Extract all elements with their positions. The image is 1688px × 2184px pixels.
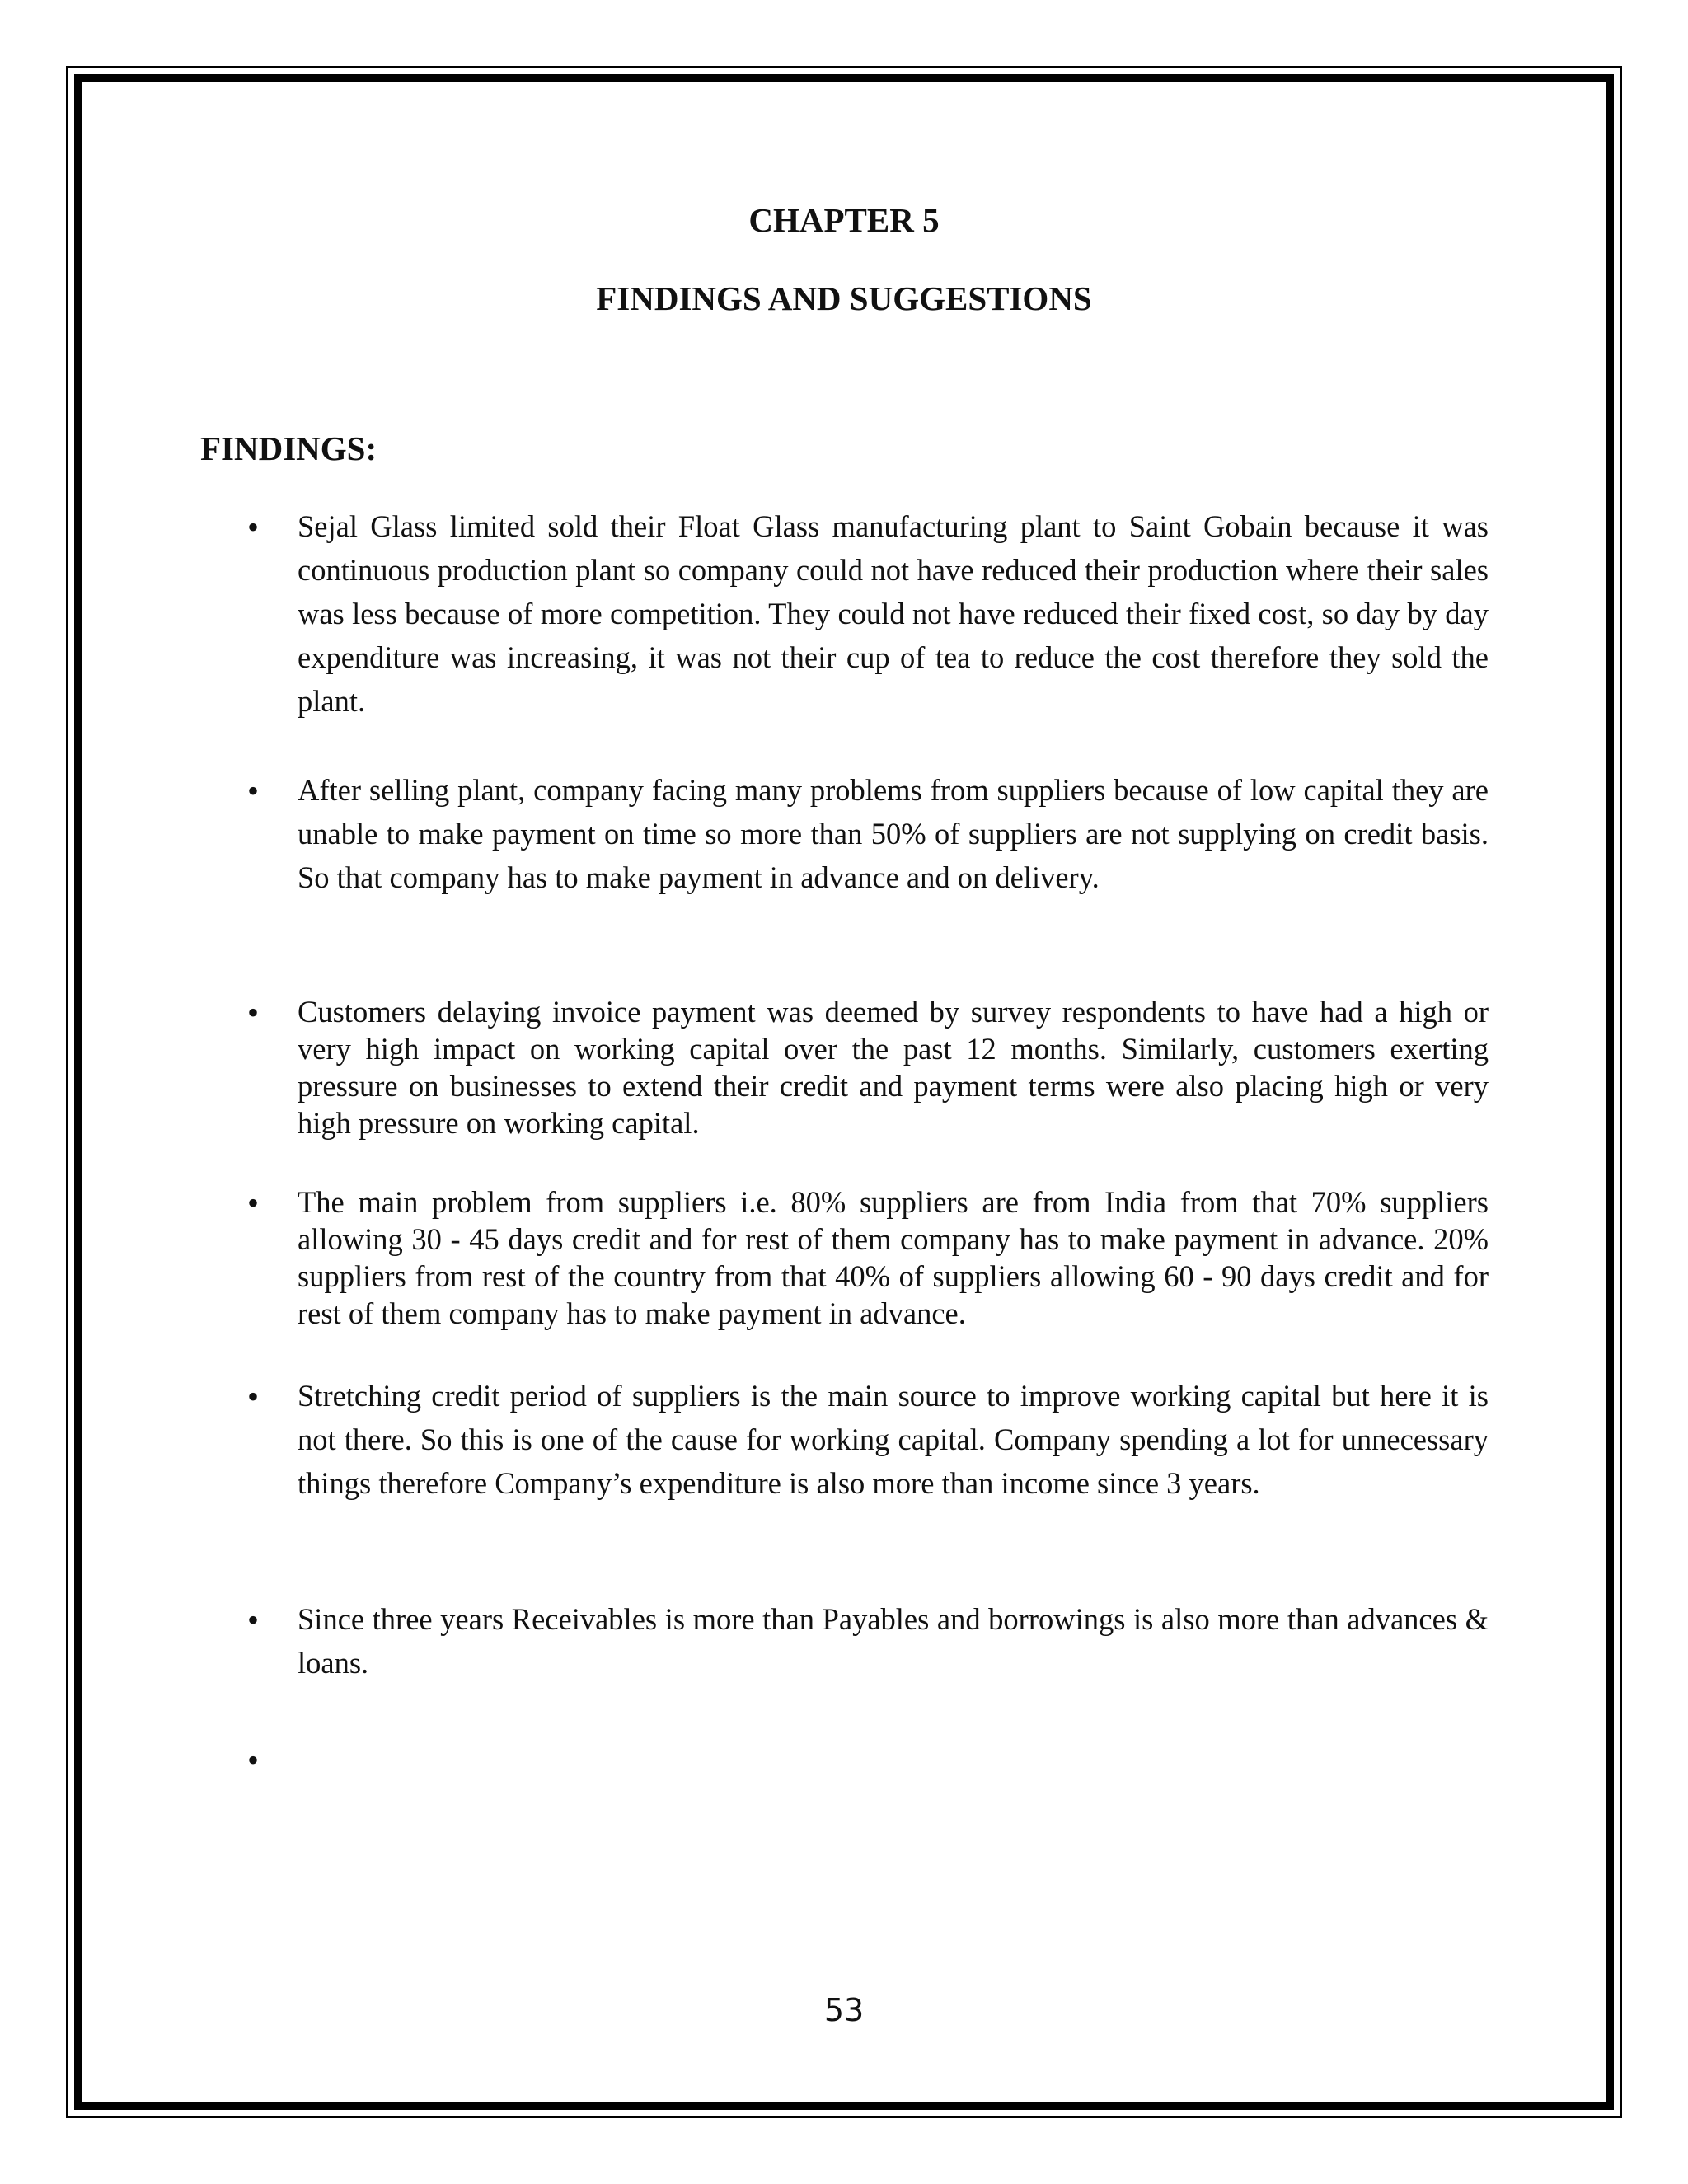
finding-item-2: After selling plant, company facing many problems from suppliers because of low capital they are unable to make payment on time so more than 50% of suppliers are not supplying on credit basis. So that company has to make payment in advance and on delivery. bbox=[298, 773, 1489, 894]
bullet-icon: • bbox=[247, 994, 260, 1031]
finding-item-6: Since three years Receivables is more than Payables and borrowings is also more than advances & loans. bbox=[298, 1602, 1489, 1680]
finding-item-3: Customers delaying invoice payment was deemed by survey respondents to have had a high or very high impact on working capital over the past 12 months. Similarly, customers exerting pressure on businesses to extend their credit and payment terms were also placing high or very high pressure on working capital. bbox=[298, 995, 1489, 1140]
bullet-icon: • bbox=[247, 1741, 260, 1779]
findings-heading: FINDINGS: bbox=[200, 429, 377, 467]
finding-item-1: Sejal Glass limited sold their Float Glass manufacturing plant to Saint Gobain because it was continuous production plant so company could not have reduced their production where their sales was less because of more competition. They could not have reduced their fixed cost, so day by day expenditure was increasing, it was not their cup of tea to reduce the cost therefore they sold the plant. bbox=[298, 509, 1489, 718]
chapter-title: FINDINGS AND SUGGESTIONS bbox=[596, 279, 1092, 317]
bullet-icon: • bbox=[247, 772, 260, 809]
chapter-number: CHAPTER 5 bbox=[748, 201, 940, 239]
bullet-icon: • bbox=[247, 509, 260, 546]
finding-item-5: Stretching credit period of suppliers is the main source to improve working capital but here it is not there. So this is one of the cause for working capital. Company spending a lot for unnecessary things therefore Company’s expenditure is also more than income since 3 years. bbox=[298, 1379, 1489, 1500]
bullet-icon: • bbox=[247, 1378, 260, 1415]
bullet-icon: • bbox=[247, 1601, 260, 1638]
bullet-icon: • bbox=[247, 1184, 260, 1221]
page-number: 53 bbox=[823, 1992, 865, 2028]
finding-item-4: The main problem from suppliers i.e. 80% suppliers are from India from that 70% suppliers allowing 30 - 45 days credit and for rest of them company has to make payment in advance. 20% suppliers from rest of the country from that 40% of suppliers allowing 60 - 90 days credit and for rest of them company has to make payment in advance. bbox=[298, 1185, 1489, 1330]
